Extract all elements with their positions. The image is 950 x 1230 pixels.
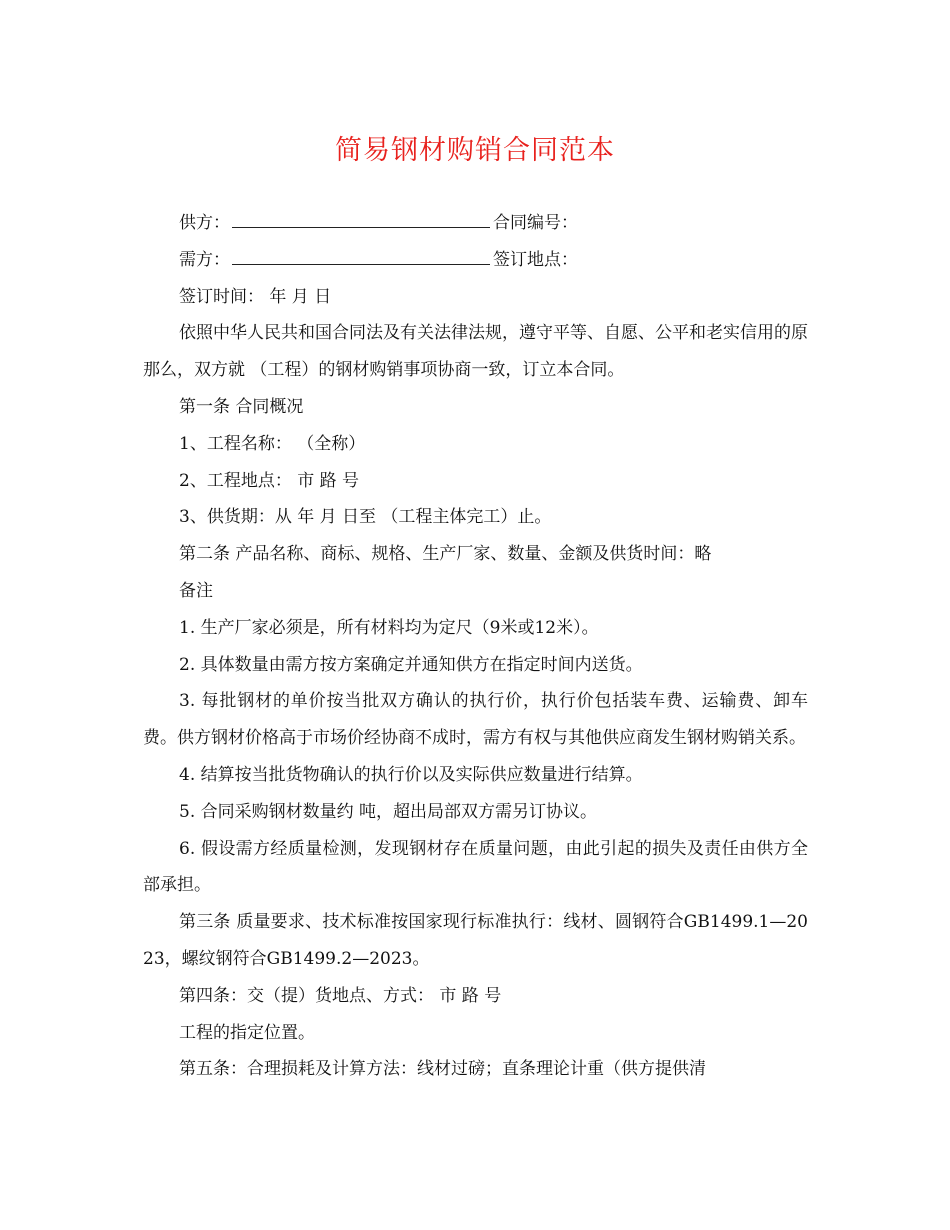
buyer-label: 需方： [179, 249, 230, 270]
article-5: 第五条：合理损耗及计算方法：线材过磅；直条理论计重（供方提供清 [179, 1059, 706, 1080]
document-title: 简易钢材购销合同范本 [335, 135, 615, 166]
remark-1: 1. 生产厂家必须是，所有材料均为定尺（9米或12米）。 [179, 617, 599, 638]
remark-3: 3. 每批钢材的单价按当批双方确认的执行价，执行价包括装车费、运输费、卸车费。供方钢材价格高于市场价经协商不成时，需方有权与其他供应商发生钢材购销关系。 [143, 691, 808, 749]
supplier-line [143, 205, 808, 242]
article-3: 第三条 质量要求、技术标准按国家现行标准执行：线材、圆钢符合GB1499.1—2023，螺纹钢符合GB1499.2—2023。 [143, 912, 808, 969]
article-2-title: 第二条 产品名称、商标、规格、生产厂家、数量、金额及供货时间：略 [179, 544, 712, 565]
article-1-item-2: 2、工程地点： 市 路 号 [179, 470, 360, 491]
article-4-continued: 工程的指定位置。 [179, 1022, 315, 1043]
supplier-label: 供方： [179, 213, 230, 233]
article-1-item-1: 1、工程名称： （全称） [179, 433, 366, 454]
sign-place-label: 签订地点： [493, 249, 578, 270]
remarks-label: 备注 [179, 580, 213, 601]
document-body [143, 205, 808, 1088]
remark-6: 6. 假设需方经质量检测，发现钢材存在质量问题，由此引起的损失及责任由供方全部承担。 [143, 838, 808, 896]
buyer-line [143, 242, 808, 279]
article-1-item-3: 3、供货期：从 年 月 日至 （工程主体完工）止。 [179, 507, 552, 528]
article-1-title: 第一条 合同概况 [179, 396, 304, 417]
remark-2: 2. 具体数量由需方按方案确定并通知供方在指定时间内送货。 [179, 654, 643, 675]
remark-5: 5. 合同采购钢材数量约 吨，超出局部双方需另订协议。 [179, 801, 598, 822]
buyer-blank [232, 246, 490, 265]
contract-number-label: 合同编号： [493, 213, 578, 233]
supplier-blank [232, 209, 490, 228]
sign-time-line: 签订时间： 年 月 日 [179, 286, 332, 307]
remark-4: 4. 结算按当批货物确认的执行价以及实际供应数量进行结算。 [179, 764, 643, 785]
intro-paragraph: 依照中华人民共和国合同法及有关法律法规，遵守平等、自愿、公平和老实信用的原那么，双方就 （工程）的钢材购销事项协商一致，订立本合同。 [143, 323, 808, 381]
article-4: 第四条：交（提）货地点、方式： 市 路 号 [179, 985, 502, 1006]
